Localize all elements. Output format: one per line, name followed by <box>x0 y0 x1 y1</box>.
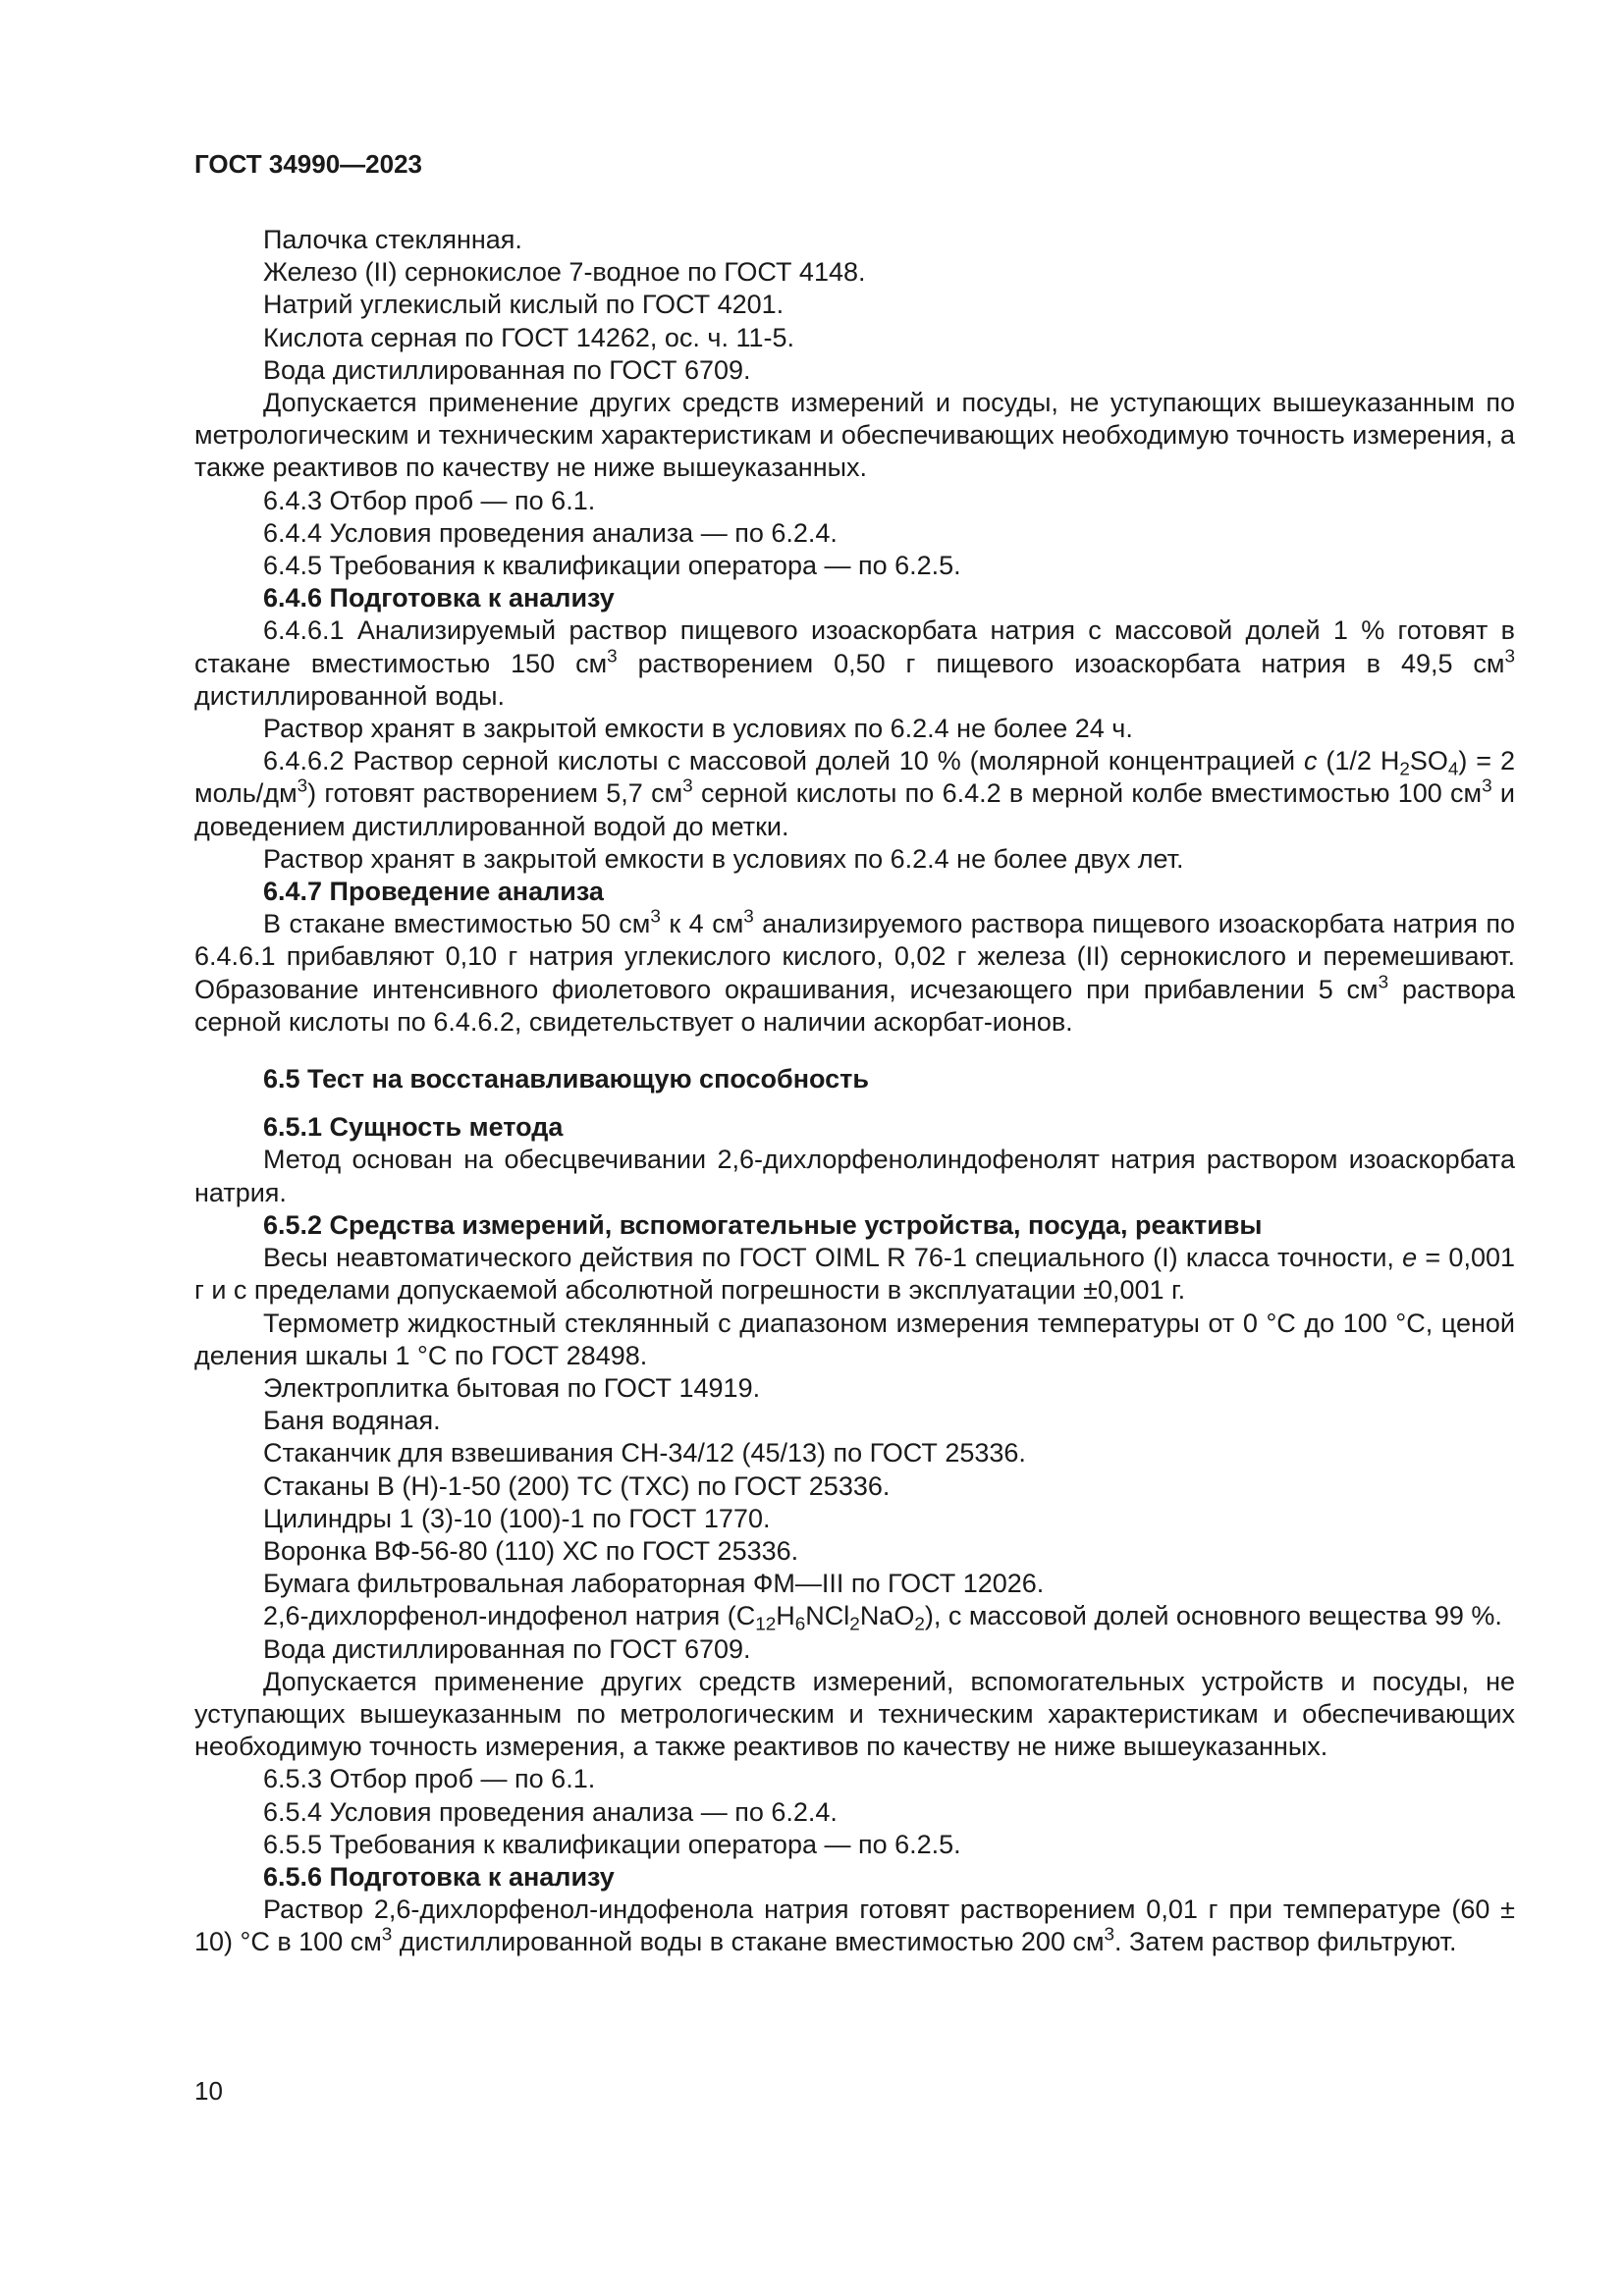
section-heading: 6.5.6 Подготовка к анализу <box>263 1861 615 1892</box>
paragraph: Кислота серная по ГОСТ 14262, ос. ч. 11-5. <box>263 322 795 352</box>
paragraph: Стаканчик для взвешивания СН-34/12 (45/13) по ГОСТ 25336. <box>263 1438 1026 1468</box>
paragraph: 6.4.4 Условия проведения анализа — по 6.2.4. <box>263 517 838 548</box>
paragraph: Палочка стеклянная. <box>263 225 522 254</box>
paragraph: Термометр жидкостный стеклянный с диапазоном измерения температуры от 0 °C до 100 °C, ценой деления шкалы 1 °C по ГОСТ 28498. <box>194 1308 1515 1370</box>
paragraph: Раствор хранят в закрытой емкости в условиях по 6.2.4 не более двух лет. <box>263 843 1184 874</box>
paragraph: 6.5.4 Условия проведения анализа — по 6.2.4. <box>263 1796 838 1827</box>
paragraph: Цилиндры 1 (3)-10 (100)-1 по ГОСТ 1770. <box>263 1503 771 1533</box>
paragraph: Метод основан на обесцвечивании 2,6-дихлорфенолиндофенолят натрия раствором изоаскорбата натрия. <box>194 1145 1515 1207</box>
page-number: 10 <box>194 2076 223 2106</box>
section-heading: 6.5 Тест на восстанавливающую способность <box>263 1064 869 1095</box>
paragraph: Баня водяная. <box>263 1406 441 1436</box>
paragraph: Вода дистиллированная по ГОСТ 6709. <box>263 1633 751 1664</box>
paragraph: Раствор хранят в закрытой емкости в условиях по 6.2.4 не более 24 ч. <box>263 714 1133 744</box>
paragraph: 6.4.5 Требования к квалификации оператора — по 6.2.5. <box>263 551 961 581</box>
paragraph: 2,6-дихлорфенол-индофенол натрия $(C_{12}H_6NCl_2NaO_2)$, с массовой долей основного вещества 99 %. <box>263 1601 1502 1635</box>
paragraph: Натрий углекислый кислый по ГОСТ 4201. <box>263 290 785 320</box>
section-heading: 6.4.7 Проведение анализа <box>263 877 604 907</box>
section-heading: 6.4.6 Подготовка к анализу <box>263 583 615 614</box>
paragraph: Электроплитка бытовая по ГОСТ 14919. <box>263 1372 761 1403</box>
section-heading: 6.5.1 Сущность метода <box>263 1112 564 1143</box>
paragraph: Вода дистиллированная по ГОСТ 6709. <box>263 354 751 385</box>
paragraph: Стаканы В (Н)-1-50 (200) ТС (ТХС) по ГОСТ 25336. <box>263 1470 891 1501</box>
paragraph: 6.5.3 Отбор проб — по 6.1. <box>263 1764 596 1794</box>
paragraph: Воронка ВФ-56-80 (110) ХС по ГОСТ 25336. <box>263 1535 799 1566</box>
paragraph: 6.5.5 Требования к квалификации оператора — по 6.2.5. <box>263 1829 961 1859</box>
paragraph: Допускается применение других средств измерений, вспомогательных устройств и посуды, не уступающих вышеуказанным по метрологическим и техническим характеристикам и обеспечивающих необходимую точность измерения, а также реактивов по качеству не ниже вышеуказанных. <box>194 1666 1515 1762</box>
document-body <box>194 224 1515 1959</box>
paragraph: 6.4.6.2 Раствор серной кислоты с массовой долей 10 % (молярной концентрацией c (1/2 $H_2SO_4) = 2$ моль/$дм^3$) готовят растворением 5,7 $см^3$ серной кислоты по 6.4.2 в мерной колбе вместимостью 100 $см^3$ и доведением дистиллированной водой до метки. <box>194 746 1516 841</box>
paragraph: 6.4.6.1 Анализируемый раствор пищевого изоаскорбата натрия с массовой долей 1 % готовят в стакане вместимостью 150 $см^3$ растворением 0,50 г пищевого изоаскорбата натрия в 49,5 $см^3$ дистиллированной воды. <box>194 615 1515 711</box>
paragraph: Бумага фильтровальная лабораторная ФМ—III по ГОСТ 12026. <box>263 1569 1045 1599</box>
document-code-header: ГОСТ 34990—2023 <box>194 149 422 179</box>
paragraph: 6.4.3 Отбор проб — по 6.1. <box>263 485 596 515</box>
paragraph: В стакане вместимостью 50 $см^3$ к 4 $см^3$ анализируемого раствора пищевого изоаскорбата натрия по 6.4.6.1 прибавляют 0,10 г натрия углекислого кислого, 0,02 г железа (II) сернокислого и перемешивают. Образование интенсивного фиолетового окрашивания, исчезающего при прибавлении 5 $см^3$ раствора серной кислоты по 6.4.6.2, свидетельствует о наличии аскорбат-ионов. <box>194 906 1515 1037</box>
paragraph: Допускается применение других средств измерений и посуды, не уступающих вышеуказанным по метрологическим и техническим характеристикам и обеспечивающих необходимую точность измерения, а также реактивов по качеству не ниже вышеуказанных. <box>194 388 1515 483</box>
paragraph: Железо (II) сернокислое 7-водное по ГОСТ 4148. <box>263 257 866 288</box>
paragraph: Весы неавтоматического действия по ГОСТ OIML R 76-1 специального (I) класса точности, e = 0,001 г и с пределами допускаемой абсолютной погрешности в эксплуатации ±0,001 г. <box>194 1243 1515 1306</box>
paragraph: Раствор 2,6-дихлорфенол-индофенола натрия готовят растворением 0,01 г при температуре (60 ± 10) °C в 100 $см^3$ дистиллированной воды в стакане вместимостью 200 $см^3$. Затем раствор фильтруют. <box>194 1895 1515 1957</box>
section-heading: 6.5.2 Средства измерений, вспомогательные устройства, посуда, реактивы <box>263 1209 1263 1240</box>
